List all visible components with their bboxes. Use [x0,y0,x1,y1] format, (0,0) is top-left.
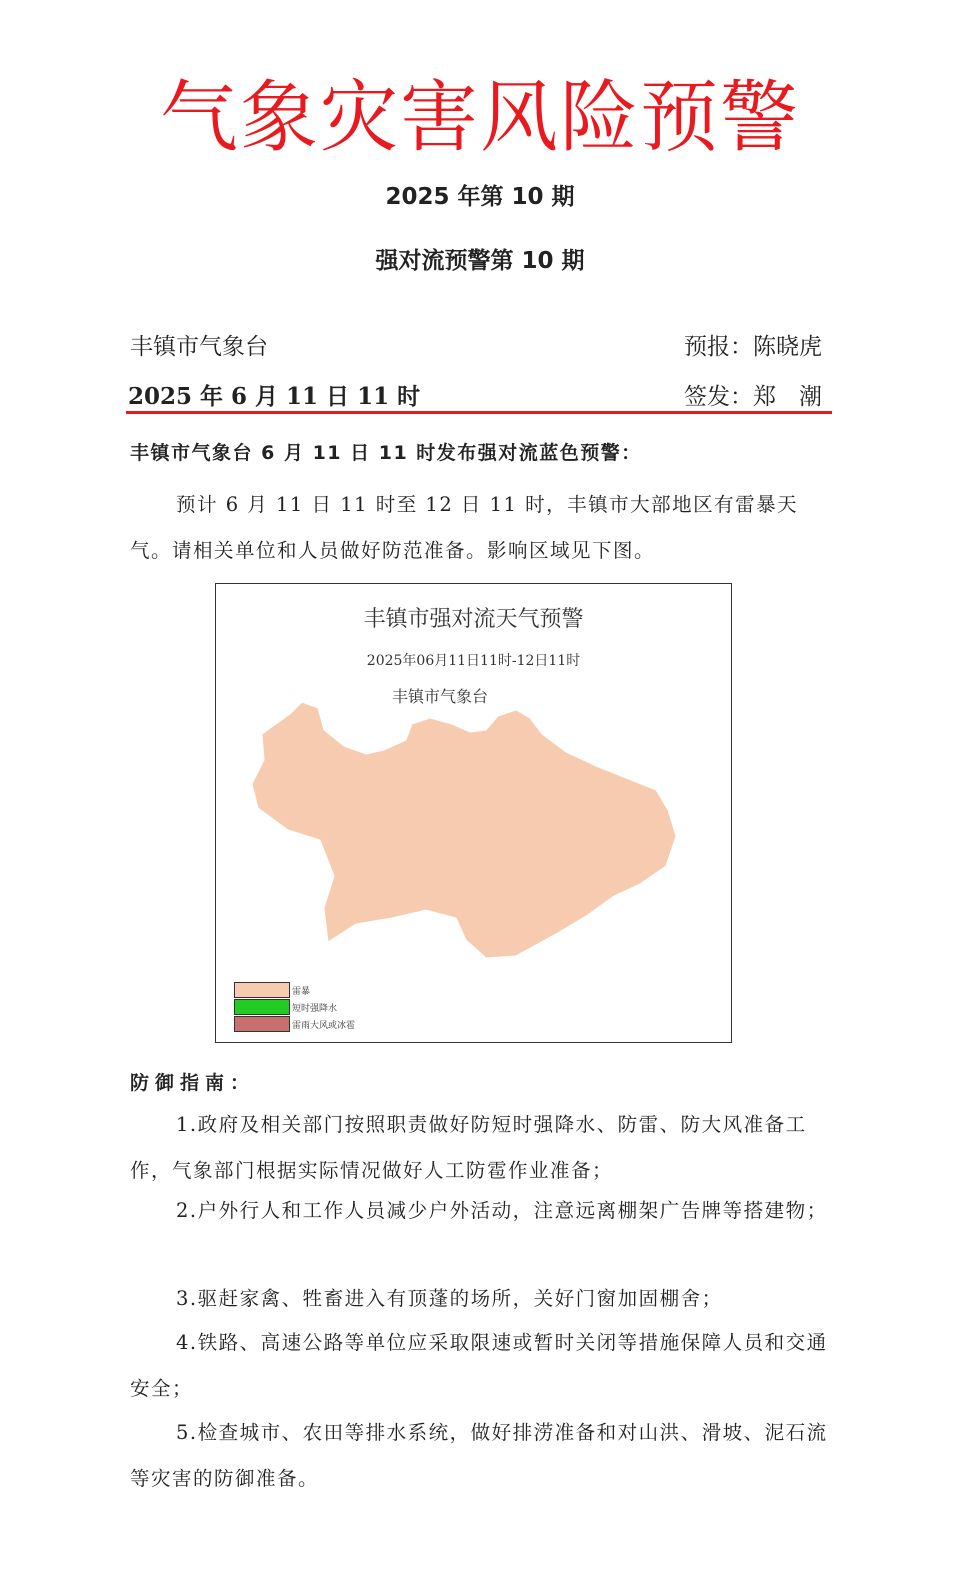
warning-map [215,583,732,1043]
map-time: 2025年06月11日11时-12日11时 [366,653,581,669]
guide-item-3: 3.驱赶家禽、牲畜进入有顶蓬的场所，关好门窗加固棚舍； [176,1287,723,1310]
thunderstorm-region [252,702,676,958]
map-title: 丰镇市强对流天气预警 [363,607,584,632]
document-title: 气象灾害风险预警 [159,73,800,163]
issue-number: 2025 年第 10 期 [385,184,575,210]
defense-guide-title: 防御指南： [130,1072,256,1094]
legend-label-thunderstorm: 雷暴 [292,987,311,997]
legend-swatch-heavy-rain [234,999,290,1015]
legend-swatch-thunderstorm [234,982,290,998]
map-organization: 丰镇市气象台 [392,687,489,706]
legend-swatch-wind-hail [234,1016,290,1032]
legend-label-heavy-rain: 短时强降水 [292,1004,338,1014]
warning-issue-number: 强对流预警第 10 期 [375,248,585,274]
warning-forecast: 预计 6 月 11 日 11 时至 12 日 11 时，丰镇市大部地区有雷暴天气。请相关单位和人员做好防范准备。影响区域见下图。 [130,493,799,562]
legend-label-wind-hail: 雷雨大风或冰雹 [292,1021,356,1031]
forecaster: 预报：陈晓虎 [684,334,822,360]
issue-datetime: 2025 年 6 月 11 日 11 时 [128,383,421,410]
guide-item-1: 1.政府及相关部门按照职责做好防短时强降水、防雷、防大风准备工作，气象部门根据实际情况做好人工防雹作业准备； [130,1113,807,1182]
issuer: 签发：郑 潮 [684,384,822,410]
warning-lead: 丰镇市气象台 6 月 11 日 11 时发布强对流蓝色预警： [130,442,642,464]
issuing-organization: 丰镇市气象台 [130,334,268,360]
guide-item-4: 4.铁路、高速公路等单位应采取限速或暂时关闭等措施保障人员和交通安全； [130,1331,828,1400]
guide-item-5: 5.检查城市、农田等排水系统，做好排涝准备和对山洪、滑坡、泥石流等灾害的防御准备。 [130,1421,828,1490]
header-divider [126,411,832,414]
guide-item-2: 2.户外行人和工作人员减少户外活动，注意远离棚架广告牌等搭建物； [176,1199,828,1222]
map-region-svg [216,584,730,1041]
